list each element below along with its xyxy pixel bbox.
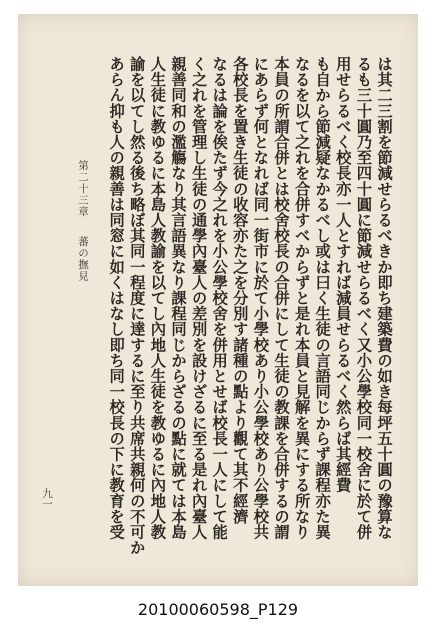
chapter-label: 第二十三章: [77, 160, 89, 218]
text-column: 親善同和の濫觴なり其言語異なり課程同じからざるの點に就ては本島: [169, 56, 187, 540]
text-column: なるは論を俟たず今之れを小公學校舍を併用とせば校長一人にして能: [210, 56, 229, 540]
text-column: く之れを管理し生徒の通學內臺人の差別を設けざるに至る是れ內臺人: [189, 56, 208, 540]
book-page: [18, 14, 418, 586]
text-column: 用せらるべく校長亦一人とすれば減員せらるべく然らば其經費: [333, 56, 352, 493]
text-column: 本員の所謂合併とは校舍校長の合併にして生徒の教課を合併するの謂: [272, 56, 290, 540]
text-column: なるを以て之れを合併すべからずと是れ本員と見解を異にする所なり: [292, 56, 311, 540]
text-column: は其二三割を節減せらるべきか即ち建築費の如き每坪五十圓の豫算な: [375, 56, 393, 540]
section-label: 蕃の撫見: [77, 236, 89, 282]
text-column: にあらず何となれば同一街市に於て小學校あり小公學校あり公學校共: [251, 56, 270, 540]
text-column: 人生徒に教ゆるに本島人教諭を以てし內地人生徒を教ゆるに內地人教: [148, 56, 167, 540]
text-column: 諭を以てし然る後ち略ぼ其同一程度に達するに至り共席共親何の不可か: [127, 56, 146, 556]
text-column: あらん抑も人の親善は同窓に如くはなし即ち同一校長の下に教育を受: [107, 56, 126, 540]
image-caption: 20100060598_P129: [137, 600, 299, 619]
text-column: も自から節減疑なかるべし或は曰く生徒の言語同じからず課程亦た異: [313, 56, 332, 540]
text-column: るも三十圓乃至四十圓に節減せらるべく又小公學校同一校舍に於て併: [354, 56, 373, 540]
page-number: 九一: [41, 488, 53, 509]
text-column: 各校長を置き生徒の收容亦た之を分別す諸種の點より觀て其不經濟: [230, 56, 249, 524]
